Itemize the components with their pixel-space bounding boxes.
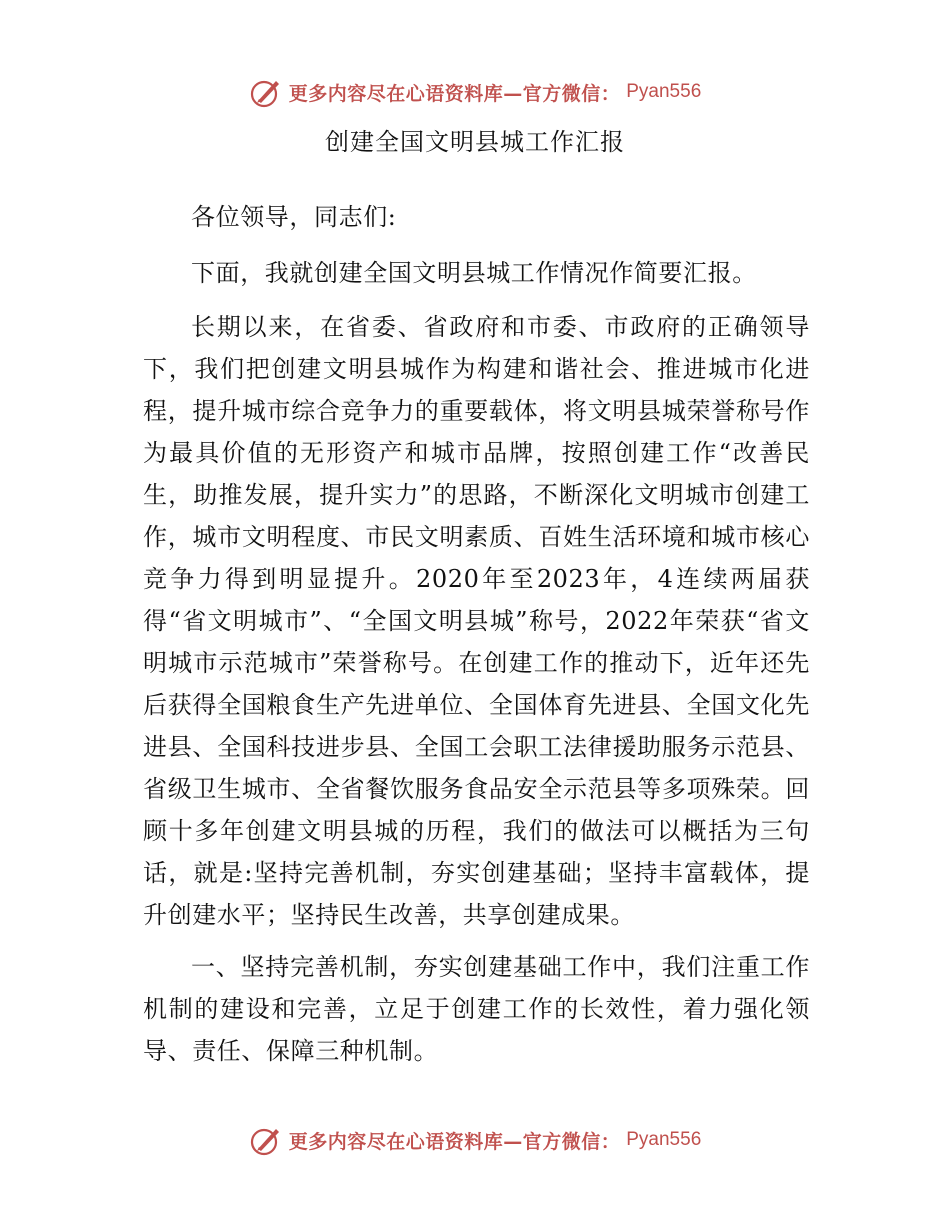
document-title: 创建全国文明县城工作汇报 xyxy=(325,128,625,156)
watermark-text: 更多内容尽在心语资料库—官方微信： xyxy=(288,82,621,105)
main-paragraph: 长期以来，在省委、省政府和市委、市政府的正确领导下，我们把创建文明县城作为构建和谐社会、推进城市化进程，提升城市综合竞争力的重要载体，将文明县城荣誉称号作为最具价值的无形资产和城市品牌，按照创建工作“改善民生，助推发展，提升实力”的思路，不断深化文明城市创建工作，城市文明程度、市民文明素质、百姓生活环境和城市核心竞争力得到明显提升。2020年至2023年，4连续两届获得“省文明城市”、“全国文明县城”称号，2022年荣获“省文明城市示范城市”荣誉称号。在创建工作的推动下，近年还先后获得全国粮食生产先进单位、全国体育先进县、全国文化先进县、全国科技进步县、全国工会职工法律援助服务示范县、省级卫生城市、全省餐饮服务食品安全示范县等多项殊荣。回顾十多年创建文明县城的历程，我们的做法可以概括为三句话，就是:坚持完善机制，夯实创建基础；坚持丰富载体，提升创建水平；坚持民生改善，共享创建成果。 xyxy=(143,313,810,929)
intro-paragraph: 下面，我就创建全国文明县城工作情况作简要汇报。 xyxy=(191,259,757,287)
header-watermark xyxy=(0,72,950,112)
quill-logo-icon xyxy=(249,75,283,109)
section-one-paragraph: 一、坚持完善机制，夯实创建基础工作中，我们注重工作机制的建设和完善，立足于创建工作的长效性，着力强化领导、责任、保障三种机制。 xyxy=(143,953,810,1065)
watermark-text: 更多内容尽在心语资料库—官方微信： xyxy=(288,1130,621,1153)
quill-logo-icon xyxy=(249,1123,283,1157)
watermark-wechat-id: Pyan556 xyxy=(626,1129,702,1150)
footer-watermark xyxy=(0,1120,950,1160)
greeting-paragraph: 各位领导，同志们: xyxy=(191,203,397,231)
watermark-wechat-id: Pyan556 xyxy=(626,81,702,102)
